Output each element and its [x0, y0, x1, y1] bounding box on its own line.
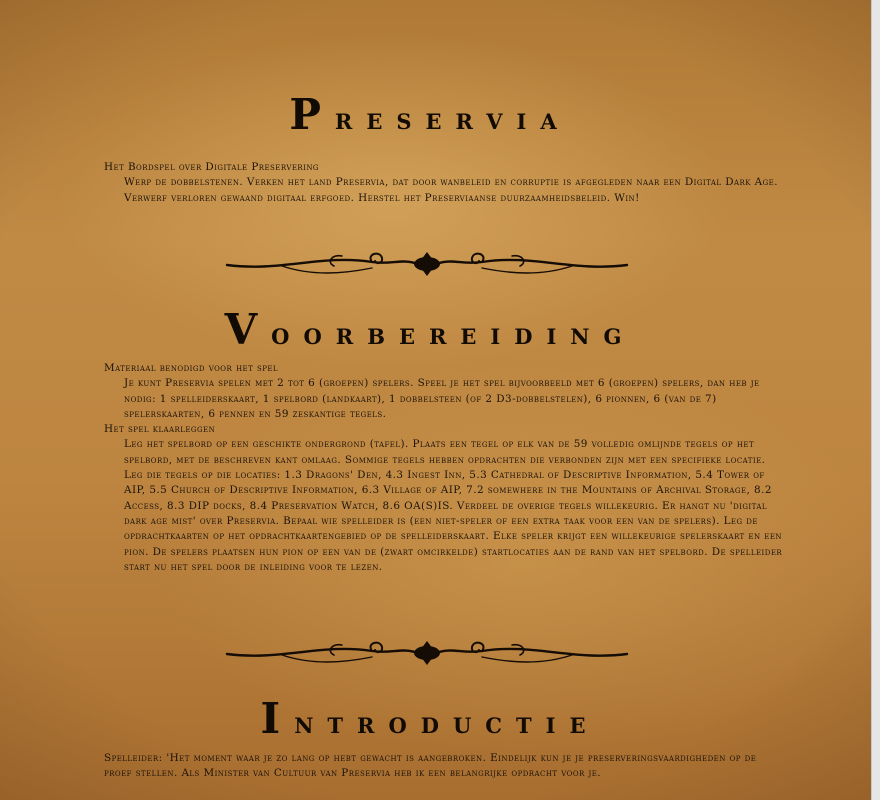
setup-paragraph: Leg het spelbord op een geschikte ondergrond (tafel). Plaats een tegel op elk van de 59 volledig omlijnde tegels op het spelbord, met de beschreven kant omlaag. Sommige tegels hebben opdrachten die verbonden zijn met een specifieke locatie. Leg die tegels op die locaties: 1.3 Dragons' Den, 4.3 Ingest Inn, 5.3 Cathedral of Descriptive Information, 5.4 Tower of AIP, 5.5 Church of Descriptive Information, 6.3 Village of AIP, 7.2 somewhere in the Mountains of Archival Storage, 8.2 Access, 8.3 DIP docks, 8.4 Preservation Watch, 8.6 OA(S)IS. Verdeel de overige tegels willekeurig. Er hangt nu 'digital dark age mist' over Preservia. Bepaal wie spelleider is (een niet-speler of een extra taak voor een van de spelers). Leg de opdrachtkaarten op het opdrachtkaartengebied op de spelleiderskaart. Elke speler krijgt een willekeurige spelerskaart en een pion. De spelers plaatsen hun pion op een van de (zwart omcirkelde) startlocaties aan de rand van het spelbord. De spelleider start nu het spel door de inleiding voor te lezen. [124, 438, 783, 573]
ornament-divider-icon [222, 637, 632, 669]
intro-block [104, 160, 784, 206]
prep-block [104, 361, 784, 575]
speaker-label: Spelleider: [104, 752, 163, 764]
setup-heading: Het spel klaarleggen [104, 423, 216, 436]
introduction-block [104, 751, 784, 782]
intro-heading: Het Bordspel over Digitale Preservering [104, 161, 319, 173]
materials-paragraph: Je kunt Preservia spelen met 2 tot 6 (groepen) spelers. Speel je het spel bijvoorbeeld met 6 (groepen) spelers, dan heb je nodig: 1 spelleiderskaart, 1 spelbord (landkaart), 1 dobbelsteen (of 2 D3-dobbelstelen), 6 pionnen, 6 (van de 7) spelerskaarten, 6 pennen en 59 zeskantige tegels. [124, 377, 760, 420]
section-title-voorbereiding: Voorbereiding [224, 305, 636, 354]
intro-paragraph: Werp de dobbelstenen. Verken het land Preservia, dat door wanbeleid en corruptie is afgegleden naar een Digital Dark Age. Verwerf verloren gewaand digitaal erfgoed. Herstel het Preserviaanse duurzaamheidsbeleid. Win! [124, 176, 778, 204]
page-title: Preservia [289, 90, 571, 139]
vertical-scrollbar[interactable] [871, 0, 880, 800]
materials-heading: Materiaal benodigd voor het spel [104, 362, 279, 374]
introduction-text: 'Het moment waar je zo lang op hebt gewacht is aangebroken. Eindelijk kun je je preserveringsvaardigheden op de proef stellen. Als Minister van Cultuur van Preservia heb ik een belangrijke opdracht voor je. [104, 752, 757, 780]
section-title-introductie: Introductie [260, 694, 600, 743]
ornament-divider-icon [222, 248, 632, 280]
